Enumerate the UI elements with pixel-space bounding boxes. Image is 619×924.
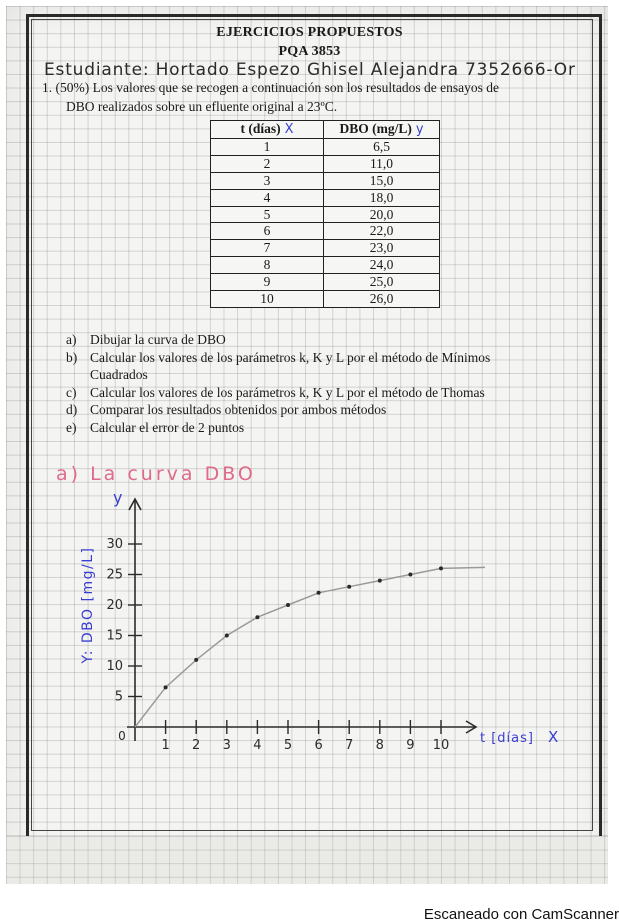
x-tick-label: 6 — [314, 738, 323, 753]
x-axis-title: t [días] — [480, 731, 534, 746]
cell-dbo: 15,0 — [324, 172, 440, 189]
x-tick-label: 8 — [375, 738, 384, 753]
cell-time: 4 — [211, 189, 324, 206]
problem-statement-line-2: DBO realizados sobre un efluente original a 23ºC. — [66, 99, 338, 114]
y-tick-label: 30 — [106, 537, 123, 552]
data-point — [164, 685, 168, 689]
origin-label: 0 — [118, 729, 126, 743]
question-text: Comparar los resultados obtenidos por ambos métodos — [90, 402, 387, 418]
cell-dbo: 23,0 — [324, 240, 440, 257]
cell-time: 3 — [211, 172, 324, 189]
question-label: a) — [66, 332, 77, 347]
scanner-watermark: Escaneado con CamScanner — [423, 906, 619, 923]
cell-dbo: 22,0 — [324, 223, 440, 240]
data-point — [408, 573, 412, 577]
cell-time: 6 — [211, 223, 324, 240]
y-mark: y — [415, 122, 424, 137]
student-name-handwritten: Estudiante: Hortado Espezo Ghisel Alejandra 7352666-Or — [44, 60, 576, 80]
x-tick-label: 5 — [283, 738, 293, 753]
question-text: Cuadrados — [90, 367, 148, 383]
answer-heading-handwritten: a) La curva DBO — [56, 463, 256, 485]
question-text: Calcular los valores de los parámetros k, K y L por el método de Mínimos — [90, 349, 491, 365]
y-axis-title: Y: DBO [mg/L] — [80, 546, 96, 664]
x-tick-label: 4 — [253, 738, 262, 753]
cell-time: 1 — [211, 138, 324, 155]
question-label: e) — [66, 420, 77, 435]
cell-time: 8 — [211, 257, 324, 274]
data-point — [286, 603, 290, 607]
x-axis-mark: X — [548, 728, 559, 746]
data-point — [225, 634, 229, 638]
cell-dbo: 26,0 — [324, 291, 440, 308]
data-point — [378, 579, 382, 583]
y-tick-label: 5 — [114, 689, 123, 705]
cell-dbo: 18,0 — [324, 189, 440, 206]
cell-dbo: 24,0 — [324, 257, 440, 274]
y-tick-label: 25 — [106, 567, 123, 583]
cell-dbo: 6,5 — [324, 138, 440, 155]
question-text: Dibujar la curva de DBO — [90, 332, 226, 347]
data-point — [194, 658, 198, 662]
data-point — [255, 615, 259, 619]
x-tick-label: 3 — [222, 738, 231, 753]
x-tick-label: 7 — [345, 738, 354, 753]
cell-dbo: 20,0 — [324, 206, 440, 223]
y-axis-mark: y — [113, 488, 123, 507]
question-label: d) — [66, 402, 78, 418]
problem-statement-line-1: 1. (50%) Los valores que se recogen a continuación son los resultados de ensayos de — [42, 80, 499, 95]
y-tick-label: 10 — [106, 659, 123, 674]
x-mark: X — [284, 122, 294, 137]
x-tick-label: 1 — [161, 738, 170, 753]
y-tick-label: 15 — [106, 628, 123, 644]
cell-time: 2 — [211, 155, 324, 172]
data-point — [347, 585, 351, 589]
x-tick-label: 2 — [192, 738, 201, 753]
data-point — [439, 566, 443, 570]
question-text: Calcular el error de 2 puntos — [90, 420, 245, 435]
question-text: Calcular los valores de los parámetros k, K y L por el método de Thomas — [90, 384, 485, 400]
cell-dbo: 25,0 — [324, 274, 440, 291]
data-point — [317, 591, 321, 595]
y-tick-label: 20 — [106, 598, 123, 613]
cell-time: 10 — [211, 291, 324, 308]
column-header-time: t (días) X — [211, 121, 324, 139]
document-title: EJERCICIOS PROPUESTOS — [216, 25, 403, 40]
cell-time: 9 — [211, 274, 324, 291]
cell-time: 5 — [211, 206, 324, 223]
cell-time: 7 — [211, 240, 324, 257]
dbo-curve-line — [135, 567, 485, 727]
question-label: c) — [66, 384, 77, 400]
course-code: PQA 3853 — [278, 44, 341, 59]
x-tick-label: 10 — [432, 738, 450, 753]
cell-dbo: 11,0 — [324, 155, 440, 172]
question-label: b) — [66, 349, 78, 365]
column-header-dbo: DBO (mg/L) y — [324, 121, 440, 139]
x-tick-label: 9 — [406, 738, 415, 753]
